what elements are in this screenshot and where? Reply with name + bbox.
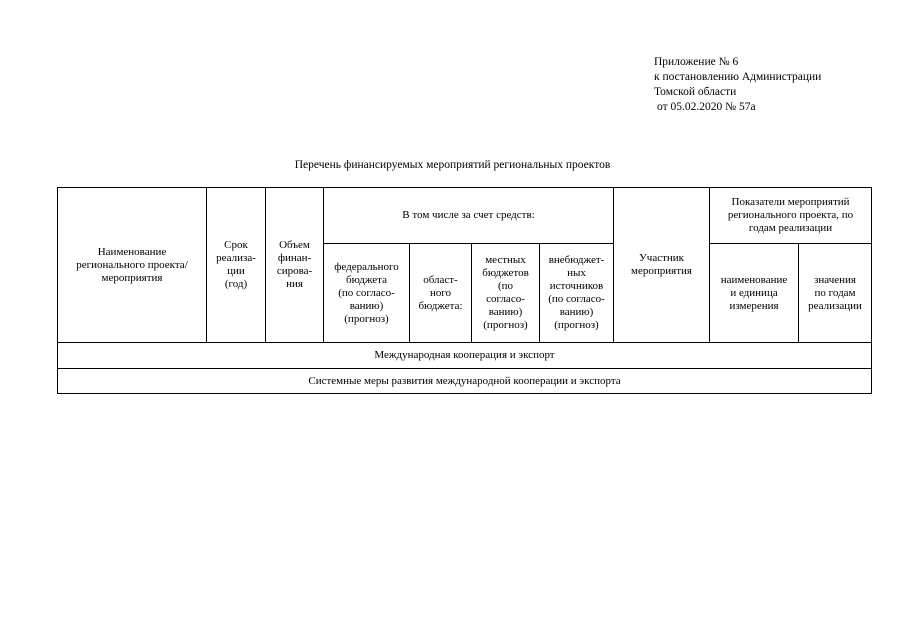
header-row-top [58,188,872,244]
header-regional [410,244,472,343]
header-volume-label: Объем финан- сирова- ния [276,239,313,290]
header-local [472,244,540,343]
header-funding-group [324,188,614,244]
section-title: Международная кооперация и экспорт [58,343,872,369]
header-indicator-name-label: наименование и единица измерения [720,273,788,312]
header-regional-label: област- ного бюджета: [418,273,463,312]
document-title: Перечень финансируемых мероприятий региональных проектов [294,159,611,171]
table-row [58,369,872,394]
appendix-header [654,55,821,115]
header-project-name [58,188,207,343]
header-offbudget [540,244,614,343]
projects-table [57,187,872,394]
appendix-number: Приложение № 6 [654,56,739,68]
header-term-label: Срок реализа- ции (год) [216,239,256,290]
header-indicator-values [799,244,872,343]
header-term [207,188,266,343]
header-federal-label: федерального бюджета (по согласо- ванию) (прогноз) [334,260,399,325]
header-offbudget-label: внебюджет- ных источников (по согласо- ванию) (прогноз) [548,254,605,331]
header-indicators-group [710,188,872,244]
header-federal [324,244,410,343]
header-participant-label: Участник мероприятия [631,252,692,277]
header-participant [614,188,710,343]
header-project-name-label: Наименование регионального проекта/ мероприятия [76,245,188,284]
header-indicator-values-label: значения по годам реализации [808,273,862,312]
header-indicators-group-label: Показатели мероприятий регионального проекта, по годам реализации [727,196,854,234]
header-local-label: местных бюджетов (по согласо- ванию) (прогноз) [482,254,529,331]
header-indicator-name [710,244,799,343]
appendix-date: от 05.02.2020 № 57а [657,101,756,113]
table-row [58,343,872,369]
header-funding-group-label: В том числе за счет средств: [402,209,535,221]
appendix-region: Томской области [654,86,737,98]
header-volume [266,188,324,343]
subsection-title: Системные меры развития международной кооперации и экспорта [58,369,872,394]
appendix-reference: к постановлению Администрации [654,71,822,83]
